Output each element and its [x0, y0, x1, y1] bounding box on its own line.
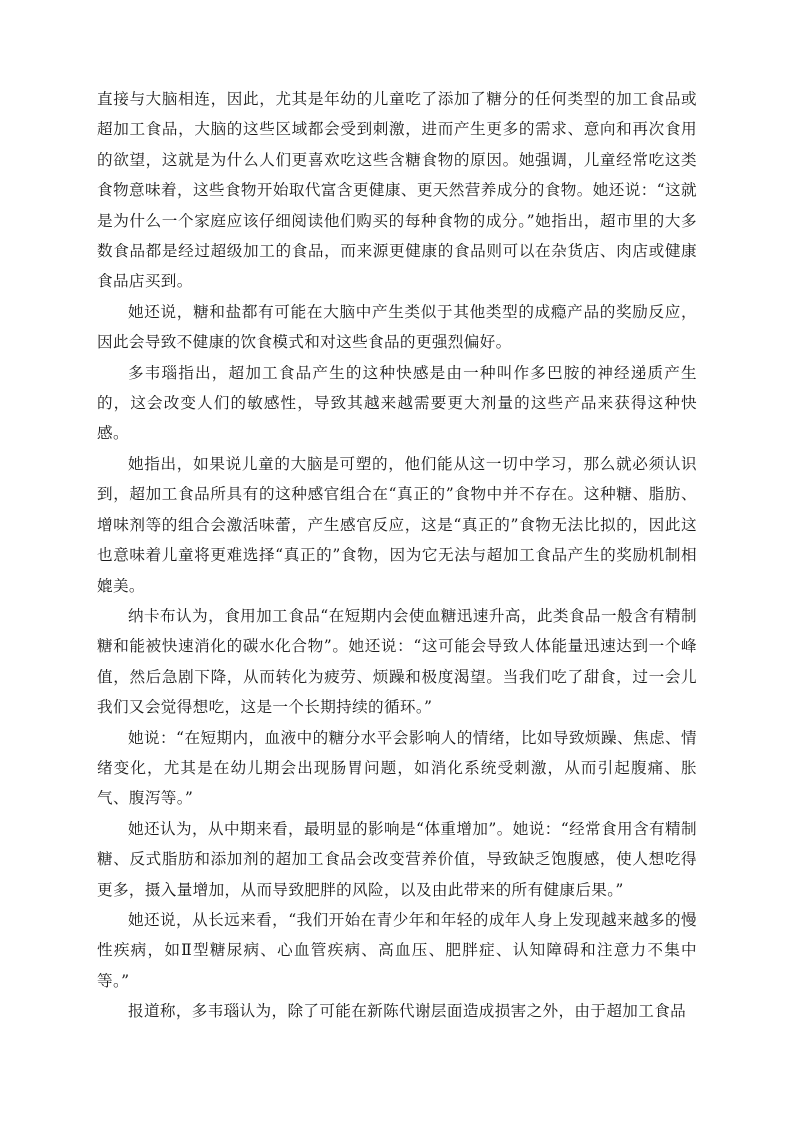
paragraph-6: 她说：“在短期内，血液中的糖分水平会影响人的情绪，比如导致烦躁、焦虑、情绪变化，尤其是在幼儿期会出现肠胃问题，如消化系统受刺激，从而引起腹痛、胀气、腹泻等。” [97, 728, 697, 808]
paragraph-9: 报道称，多韦瑙认为，除了可能在新陈代谢层面造成损害之外，由于超加工食品 [128, 1002, 687, 1021]
document-body [97, 84, 697, 1027]
paragraph-8: 她还说，从长远来看，“我们开始在青少年和年轻的成年人身上发现越来越多的慢性疾病，如Ⅱ型糖尿病、心血管疾病、高血压、肥胖症、认知障碍和注意力不集中等。” [97, 910, 697, 990]
paragraph-5: 纳卡布认为，食用加工食品“在短期内会使血糖迅速升高，此类食品一般含有精制糖和能被快速消化的碳水化合物”。她还说：“这可能会导致人体能量迅速达到一个峰值，然后急剧下降，从而转化为疲劳、烦躁和极度渴望。当我们吃了甜食，过一会儿我们又会觉得想吃，这是一个长期持续的循环。” [97, 606, 697, 717]
paragraph-3: 多韦瑙指出，超加工食品产生的这种快感是由一种叫作多巴胺的神经递质产生的，这会改变人们的敏感性，导致其越来越需要更大剂量的这些产品来获得这种快感。 [97, 363, 697, 443]
paragraph-7: 她还认为，从中期来看，最明显的影响是“体重增加”。她说：“经常食用含有精制糖、反式脂肪和添加剂的超加工食品会改变营养价值，导致缺乏饱腹感，使人想吃得更多，摄入量增加，从而导致肥胖的风险，以及由此带来的所有健康后果。” [97, 819, 697, 899]
paragraph-2: 她还说，糖和盐都有可能在大脑中产生类似于其他类型的成瘾产品的奖励反应，因此会导致不健康的饮食模式和对这些食品的更强烈偏好。 [97, 302, 697, 352]
paragraph-4: 她指出，如果说儿童的大脑是可塑的，他们能从这一切中学习，那么就必须认识到，超加工食品所具有的这种感官组合在“真正的”食物中并不存在。这种糖、脂肪、增味剂等的组合会激活味蕾，产生感官反应，这是“真正的”食物无法比拟的，因此这也意味着儿童将更难选择“真正的”食物，因为它无法与超加工食品产生的奖励机制相媲美。 [97, 454, 697, 595]
paragraph-1: 直接与大脑相连，因此，尤其是年幼的儿童吃了添加了糖分的任何类型的加工食品或超加工食品，大脑的这些区域都会受到刺激，进而产生更多的需求、意向和再次食用的欲望，这就是为什么人们更喜欢吃这些含糖食物的原因。她强调，儿童经常吃这类食物意味着，这些食物开始取代富含更健康、更天然营养成分的食物。她还说：“这就是为什么一个家庭应该仔细阅读他们购买的每种食物的成分。”她指出，超市里的大多数食品都是经过超级加工的食品，而来源更健康的食品则可以在杂货店、肉店或健康食品店买到。 [97, 90, 697, 291]
